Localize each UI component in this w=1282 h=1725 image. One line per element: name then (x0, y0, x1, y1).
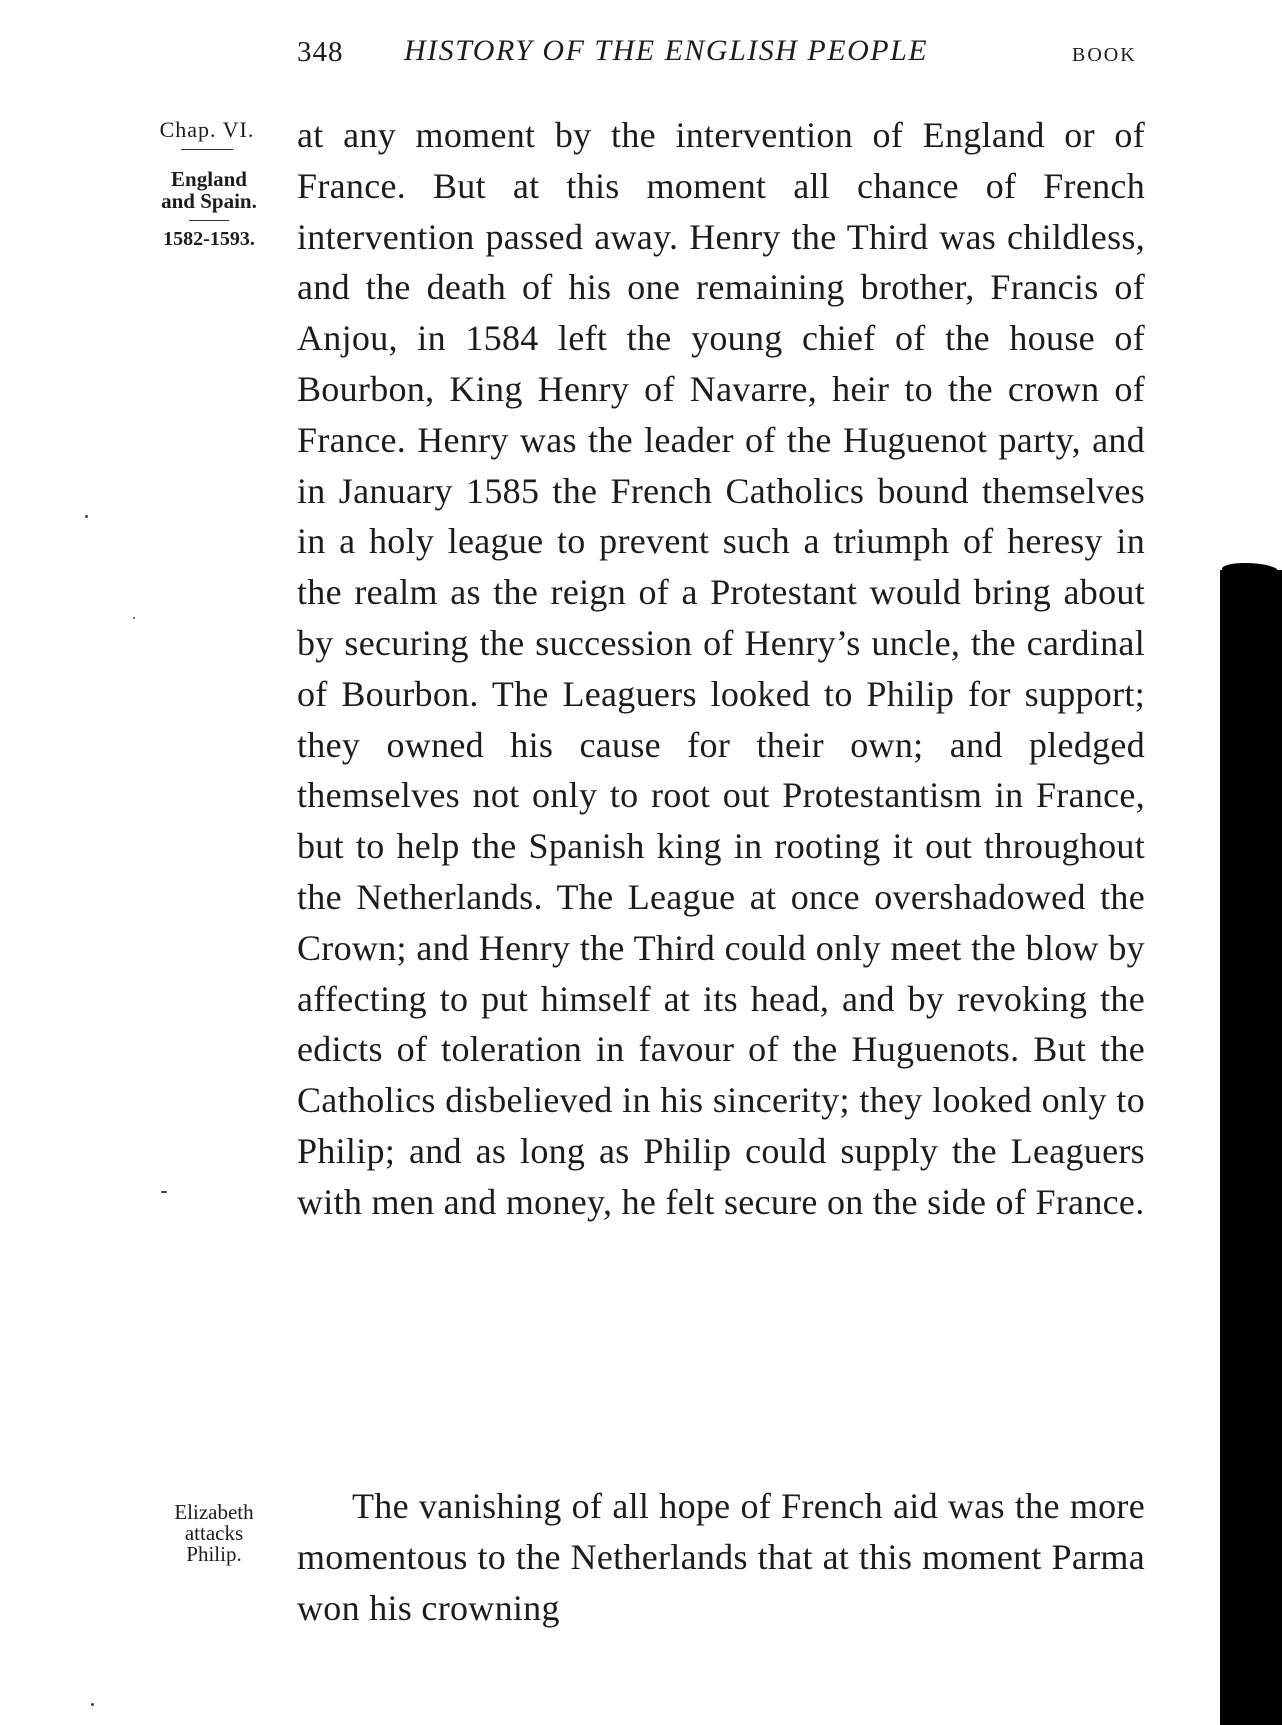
sidenote-england-and-spain (145, 168, 273, 250)
sidenote-line: attacks (184, 1521, 244, 1545)
sidenote-line: Philip. (186, 1542, 242, 1566)
scan-speck (161, 1191, 167, 1193)
sidenote-elizabeth-attacks-philip (150, 1502, 278, 1565)
chapter-rule (181, 149, 233, 150)
sidenote-line: Elizabeth (174, 1500, 254, 1524)
scan-speck (133, 617, 135, 619)
binding-shadow (1220, 570, 1282, 1725)
scan-speck (85, 515, 88, 518)
page-number: 348 (297, 36, 344, 68)
body-paragraph-2: The vanishing of all hope of French aid was the more momentous to the Netherlands that at this moment Parma won his crowning (297, 1486, 1145, 1628)
running-title: HISTORY OF THE ENGLISH PEOPLE (404, 34, 929, 67)
sidenote-rule (189, 220, 229, 221)
page-header (0, 30, 1282, 80)
chapter-label (142, 118, 272, 156)
scan-speck (91, 1703, 94, 1706)
book-label: BOOK (1072, 44, 1137, 66)
chapter-label-text: Chap. VI. (159, 117, 255, 142)
sidenote-line: England (171, 167, 247, 191)
body-paragraph-1: at any moment by the intervention of England or of France. But at this moment all chance of French intervention passed away. Henry the Third was childless, and the death of his one remaining brother, Francis of Anjou, in 1584 left the young chief of the house of Bourbon, King Henry of Navarre, heir to the crown of France. Henry was the leader of the Huguenot party, and in January 1585 the French Catholics bound themselves in a holy league to prevent such a triumph of heresy in the realm as the reign of a Protestant would bring about by securing the succession of Henry’s uncle, the cardinal of Bourbon. The Leaguers looked to Philip for support; they owned his cause for their own; and pledged themselves not only to root out Protestantism in France, but to help the Spanish king in rooting it out throughout the Netherlands. The League at once overshadowed the Crown; and Henry the Third could only meet the blow by affecting to put himself at its head, and by revoking the edicts of toleration in favour of the Huguenots. But the Catholics disbelieved in his sincerity; they looked only to Philip; and as long as Philip could supply the Leaguers with men and money, he felt secure on the side of France. (297, 115, 1145, 1222)
sidenote-line: and Spain. (161, 189, 257, 214)
sidenote-dates: 1582-1593. (163, 228, 255, 251)
